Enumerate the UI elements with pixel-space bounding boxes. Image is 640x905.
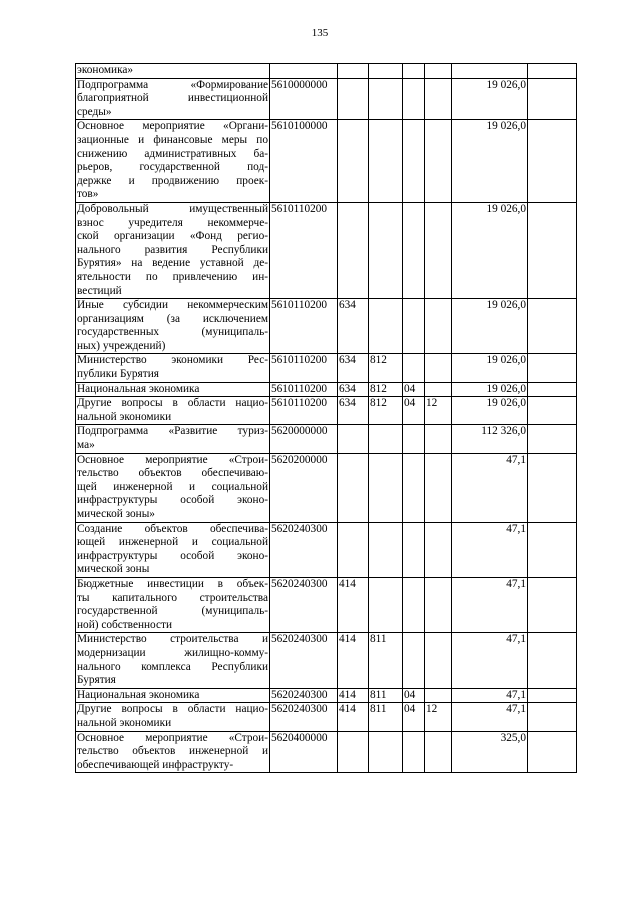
ministry-code-cell <box>369 120 403 203</box>
table-row <box>76 397 577 425</box>
item-name-line: Основное мероприятие «Органи- <box>77 120 268 133</box>
program-code-cell <box>270 64 338 79</box>
amount-cell: 19 026,0 <box>452 120 528 203</box>
item-name-line: Иные субсидии некоммерческим <box>77 299 268 312</box>
program-code-cell: 5610110200 <box>270 299 338 354</box>
table-row <box>76 425 577 453</box>
program-code-cell: 5620000000 <box>270 425 338 453</box>
empty-cell <box>528 688 577 703</box>
subsection-cell <box>425 78 452 120</box>
subsection-cell <box>425 120 452 203</box>
expense-type-cell <box>338 522 369 577</box>
program-code-cell: 5610110200 <box>270 397 338 425</box>
section-cell: 04 <box>403 397 425 425</box>
amount-cell: 47,1 <box>452 633 528 688</box>
expense-type-cell <box>338 78 369 120</box>
item-name-cell <box>76 120 270 203</box>
item-name-line: экономика» <box>77 64 134 76</box>
subsection-cell: 12 <box>425 703 452 731</box>
amount-cell: 112 326,0 <box>452 425 528 453</box>
amount-cell: 19 026,0 <box>452 202 528 298</box>
item-name-line: Создание объектов обеспечива- <box>77 522 268 535</box>
subsection-cell <box>425 731 452 773</box>
item-name-line: нального комплекса Республики <box>77 660 268 673</box>
section-cell <box>403 202 425 298</box>
item-name-line: зационные и финансовые меры по <box>77 133 268 146</box>
subsection-cell <box>425 354 452 382</box>
item-name-cell <box>76 202 270 298</box>
expense-type-cell: 634 <box>338 397 369 425</box>
budget-table <box>75 63 577 773</box>
amount-cell: 19 026,0 <box>452 382 528 397</box>
section-cell: 04 <box>403 688 425 703</box>
table-row <box>76 577 577 632</box>
item-name-line: инфраструктуры особой эконо- <box>77 549 268 562</box>
table-row <box>76 731 577 773</box>
item-name-line: Бюджетные инвестиции в объек- <box>77 577 268 590</box>
ministry-code-cell <box>369 522 403 577</box>
ministry-code-cell <box>369 78 403 120</box>
item-name-line: модернизации жилищно-комму- <box>77 646 268 659</box>
item-name-cell <box>76 78 270 120</box>
program-code-cell: 5610100000 <box>270 120 338 203</box>
empty-cell <box>528 64 577 79</box>
program-code-cell: 5610110200 <box>270 354 338 382</box>
expense-type-cell: 414 <box>338 703 369 731</box>
ministry-code-cell: 812 <box>369 397 403 425</box>
page-number: 135 <box>311 27 329 39</box>
amount-cell: 47,1 <box>452 703 528 731</box>
item-name-cell <box>76 64 270 79</box>
item-name-line: мической зоны <box>77 563 150 576</box>
subsection-cell <box>425 425 452 453</box>
subsection-cell <box>425 64 452 79</box>
item-name-line: Бурятия» на ведение уставной де- <box>77 257 268 270</box>
subsection-cell <box>425 522 452 577</box>
item-name-line: Подпрограмма «Развитие туриз- <box>77 425 268 438</box>
amount-cell: 19 026,0 <box>452 78 528 120</box>
empty-cell <box>528 425 577 453</box>
subsection-cell <box>425 688 452 703</box>
item-name-line: публики Бурятия <box>77 368 159 381</box>
section-cell <box>403 453 425 522</box>
empty-cell <box>528 354 577 382</box>
item-name-line: ющей инженерной и социальной <box>77 536 268 549</box>
section-cell <box>403 522 425 577</box>
expense-type-cell <box>338 731 369 773</box>
item-name-cell <box>76 522 270 577</box>
subsection-cell <box>425 577 452 632</box>
ministry-code-cell <box>369 731 403 773</box>
item-name-cell <box>76 453 270 522</box>
item-name-line: ных) учреждений) <box>77 339 166 352</box>
expense-type-cell: 414 <box>338 688 369 703</box>
item-name-line: организациям (за исключением <box>77 312 268 325</box>
item-name-cell <box>76 703 270 731</box>
table-row <box>76 522 577 577</box>
item-name-cell <box>76 731 270 773</box>
section-cell <box>403 577 425 632</box>
amount-cell: 47,1 <box>452 453 528 522</box>
item-name-line: Министерство экономики Рес- <box>77 354 268 367</box>
section-cell <box>403 425 425 453</box>
item-name-line: ной) собственности <box>77 618 172 631</box>
table-row <box>76 354 577 382</box>
empty-cell <box>528 78 577 120</box>
amount-cell: 19 026,0 <box>452 397 528 425</box>
ministry-code-cell <box>369 453 403 522</box>
table-row <box>76 688 577 703</box>
ministry-code-cell: 812 <box>369 354 403 382</box>
table-row <box>76 299 577 354</box>
item-name-cell <box>76 397 270 425</box>
item-name-line: снижению административных ба- <box>77 147 268 160</box>
item-name-line: инфраструктуры особой эконо- <box>77 494 268 507</box>
ministry-code-cell: 812 <box>369 382 403 397</box>
item-name-line: обеспечивающей инфраструкту- <box>77 758 234 771</box>
program-code-cell: 5610110200 <box>270 202 338 298</box>
amount-cell: 325,0 <box>452 731 528 773</box>
table-row <box>76 382 577 397</box>
section-cell <box>403 78 425 120</box>
ministry-code-cell <box>369 299 403 354</box>
item-name-line: вестиций <box>77 284 122 297</box>
item-name-line: щей инженерной и социальной <box>77 480 268 493</box>
expense-type-cell <box>338 120 369 203</box>
item-name-line: Министерство строительства и <box>77 633 268 646</box>
subsection-cell <box>425 202 452 298</box>
item-name-line: Другие вопросы в области нацио- <box>77 397 268 410</box>
item-name-line: рьеров, государственной под- <box>77 161 268 174</box>
item-name-line: ма» <box>77 439 95 452</box>
item-name-line: Другие вопросы в области нацио- <box>77 703 268 716</box>
program-code-cell: 5610000000 <box>270 78 338 120</box>
table-row <box>76 64 577 79</box>
expense-type-cell: 414 <box>338 633 369 688</box>
item-name-line: Подпрограмма «Формирование <box>77 78 268 91</box>
empty-cell <box>528 397 577 425</box>
item-name-line: тов» <box>77 188 99 201</box>
item-name-line: Основное мероприятие «Строи- <box>77 731 268 744</box>
item-name-line: государственной (муниципаль- <box>77 605 268 618</box>
ministry-code-cell: 811 <box>369 633 403 688</box>
table-row <box>76 78 577 120</box>
expense-type-cell <box>338 453 369 522</box>
item-name-line: Бурятия <box>77 674 116 687</box>
section-cell: 04 <box>403 703 425 731</box>
subsection-cell <box>425 453 452 522</box>
empty-cell <box>528 577 577 632</box>
ministry-code-cell <box>369 202 403 298</box>
amount-cell: 19 026,0 <box>452 299 528 354</box>
empty-cell <box>528 633 577 688</box>
item-name-cell <box>76 577 270 632</box>
expense-type-cell: 634 <box>338 382 369 397</box>
section-cell <box>403 354 425 382</box>
item-name-line: нального развития Республики <box>77 243 268 256</box>
item-name-line: среды» <box>77 105 112 118</box>
table-row <box>76 703 577 731</box>
section-cell <box>403 633 425 688</box>
program-code-cell: 5620240300 <box>270 522 338 577</box>
item-name-line: государственных (муниципаль- <box>77 326 268 339</box>
ministry-code-cell <box>369 64 403 79</box>
empty-cell <box>528 299 577 354</box>
amount-cell <box>452 64 528 79</box>
item-name-line: взнос учредителя некоммерче- <box>77 216 268 229</box>
empty-cell <box>528 453 577 522</box>
section-cell: 04 <box>403 382 425 397</box>
subsection-cell <box>425 299 452 354</box>
item-name-line: ятельности по привлечению ин- <box>77 270 268 283</box>
item-name-line: мической зоны» <box>77 508 155 520</box>
table-row <box>76 453 577 522</box>
expense-type-cell: 414 <box>338 577 369 632</box>
program-code-cell: 5620200000 <box>270 453 338 522</box>
program-code-cell: 5620240300 <box>270 633 338 688</box>
item-name-cell <box>76 354 270 382</box>
subsection-cell <box>425 633 452 688</box>
empty-cell <box>528 731 577 773</box>
expense-type-cell <box>338 64 369 79</box>
section-cell <box>403 299 425 354</box>
item-name-line: ты капитального строительства <box>77 591 268 604</box>
program-code-cell: 5610110200 <box>270 382 338 397</box>
item-name-line: Национальная экономика <box>77 688 200 701</box>
item-name-line: Добровольный имущественный <box>77 202 268 215</box>
amount-cell: 19 026,0 <box>452 354 528 382</box>
ministry-code-cell <box>369 577 403 632</box>
section-cell <box>403 731 425 773</box>
amount-cell: 47,1 <box>452 522 528 577</box>
item-name-line: нальной экономики <box>77 410 172 423</box>
table-row <box>76 120 577 203</box>
item-name-line: благоприятной инвестиционной <box>77 92 268 105</box>
program-code-cell: 5620240300 <box>270 703 338 731</box>
expense-type-cell <box>338 425 369 453</box>
empty-cell <box>528 202 577 298</box>
item-name-cell <box>76 299 270 354</box>
empty-cell <box>528 703 577 731</box>
empty-cell <box>528 522 577 577</box>
subsection-cell: 12 <box>425 397 452 425</box>
table-row <box>76 202 577 298</box>
program-code-cell: 5620240300 <box>270 577 338 632</box>
ministry-code-cell <box>369 425 403 453</box>
table-body <box>76 64 577 773</box>
section-cell <box>403 64 425 79</box>
item-name-cell <box>76 382 270 397</box>
item-name-line: Основное мероприятие «Строи- <box>77 453 268 466</box>
table-row <box>76 633 577 688</box>
item-name-cell <box>76 425 270 453</box>
program-code-cell: 5620240300 <box>270 688 338 703</box>
amount-cell: 47,1 <box>452 688 528 703</box>
subsection-cell <box>425 382 452 397</box>
empty-cell <box>528 382 577 397</box>
expense-type-cell: 634 <box>338 354 369 382</box>
section-cell <box>403 120 425 203</box>
empty-cell <box>528 120 577 203</box>
item-name-line: Национальная экономика <box>77 382 200 395</box>
amount-cell: 47,1 <box>452 577 528 632</box>
ministry-code-cell: 811 <box>369 703 403 731</box>
expense-type-cell <box>338 202 369 298</box>
expense-type-cell: 634 <box>338 299 369 354</box>
item-name-line: нальной экономики <box>77 716 172 729</box>
item-name-line: тельство объектов обеспечиваю- <box>77 467 268 480</box>
ministry-code-cell: 811 <box>369 688 403 703</box>
item-name-cell <box>76 688 270 703</box>
item-name-cell <box>76 633 270 688</box>
item-name-line: держке и продвижению проек- <box>77 174 268 187</box>
item-name-line: тельство объектов инженерной и <box>77 745 268 758</box>
program-code-cell: 5620400000 <box>270 731 338 773</box>
item-name-line: ской организации «Фонд регио- <box>77 230 268 243</box>
